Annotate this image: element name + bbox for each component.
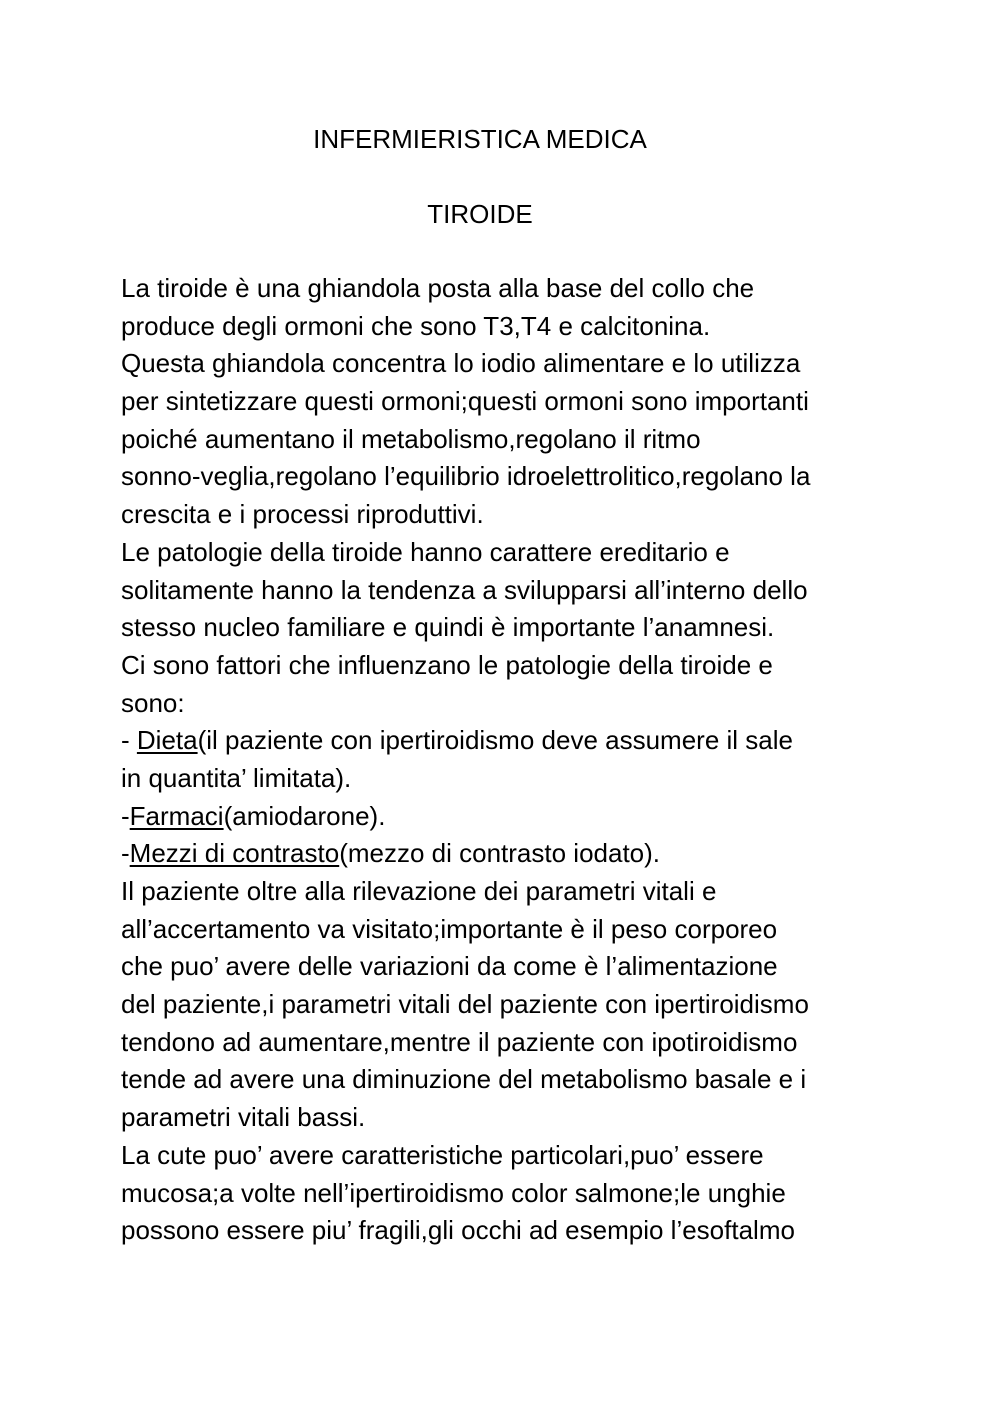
text-line: Il paziente oltre alla rilevazione dei parametri vitali e (121, 876, 717, 906)
list-item-mezzi-di-contrasto (121, 835, 901, 873)
text-line: stesso nucleo familiare e quindi è importante l’anamnesi. (121, 612, 775, 643)
text-line: La tiroide è una ghiandola posta alla base del collo che (121, 273, 755, 303)
text-line: tende ad avere una diminuzione del metabolismo basale e i (121, 1064, 807, 1095)
list-item-term: Dieta (136, 725, 198, 756)
list-item-term: Farmaci (129, 800, 224, 831)
text-line: mucosa;a volte nell’ipertiroidismo color salmone;le unghie (121, 1177, 786, 1208)
list-item-dieta (121, 722, 901, 760)
list-item-prefix: - (121, 800, 130, 831)
text-line: possono essere piu’ fragili,gli occhi ad esempio l’esoftalmo (121, 1215, 795, 1246)
text-line: sono: (121, 687, 185, 718)
list-item-prefix: - (121, 838, 130, 869)
text-line: tendono ad aumentare,mentre il paziente con ipotiroidismo (121, 1026, 798, 1057)
document-subtitle: TIROIDE (427, 199, 533, 229)
list-item-farmaci (121, 798, 901, 836)
list-item-prefix: - (121, 725, 137, 756)
document-body (121, 270, 901, 1250)
text-line: Le patologie della tiroide hanno carattere ereditario e (121, 536, 730, 567)
text-line: Questa ghiandola concentra lo iodio alimentare e lo utilizza (121, 348, 801, 379)
text-line: che puo’ avere delle variazioni da come è l’alimentazione (121, 951, 778, 982)
list-item-text: (il paziente con ipertiroidismo deve assumere il sale (197, 725, 793, 756)
text-line: parametri vitali bassi. (121, 1102, 366, 1133)
document-title: INFERMIERISTICA MEDICA (313, 124, 647, 154)
list-item-continuation: in quantita’ limitata). (121, 762, 352, 793)
text-line: solitamente hanno la tendenza a svilupparsi all’interno dello (121, 574, 808, 605)
text-line: sonno-veglia,regolano l’equilibrio idroelettrolitico,regolano la (121, 461, 811, 492)
text-line: all’accertamento va visitato;importante è il peso corporeo (121, 913, 778, 944)
text-line: per sintetizzare questi ormoni;questi ormoni sono importanti (121, 386, 809, 417)
list-item-text: (mezzo di contrasto iodato). (339, 838, 661, 869)
text-line: del paziente,i parametri vitali del paziente con ipertiroidismo (121, 989, 809, 1020)
text-line: La cute puo’ avere caratteristiche particolari,puo’ essere (121, 1139, 764, 1170)
list-item-term: Mezzi di contrasto (129, 838, 340, 869)
text-line: crescita e i processi riproduttivi. (121, 499, 484, 530)
text-line: Ci sono fattori che influenzano le patologie della tiroide e (121, 649, 773, 680)
text-line: produce degli ormoni che sono T3,T4 e calcitonina. (121, 310, 711, 341)
text-line: poiché aumentano il metabolismo,regolano il ritmo (121, 423, 701, 454)
list-item-text: (amiodarone). (223, 800, 386, 831)
